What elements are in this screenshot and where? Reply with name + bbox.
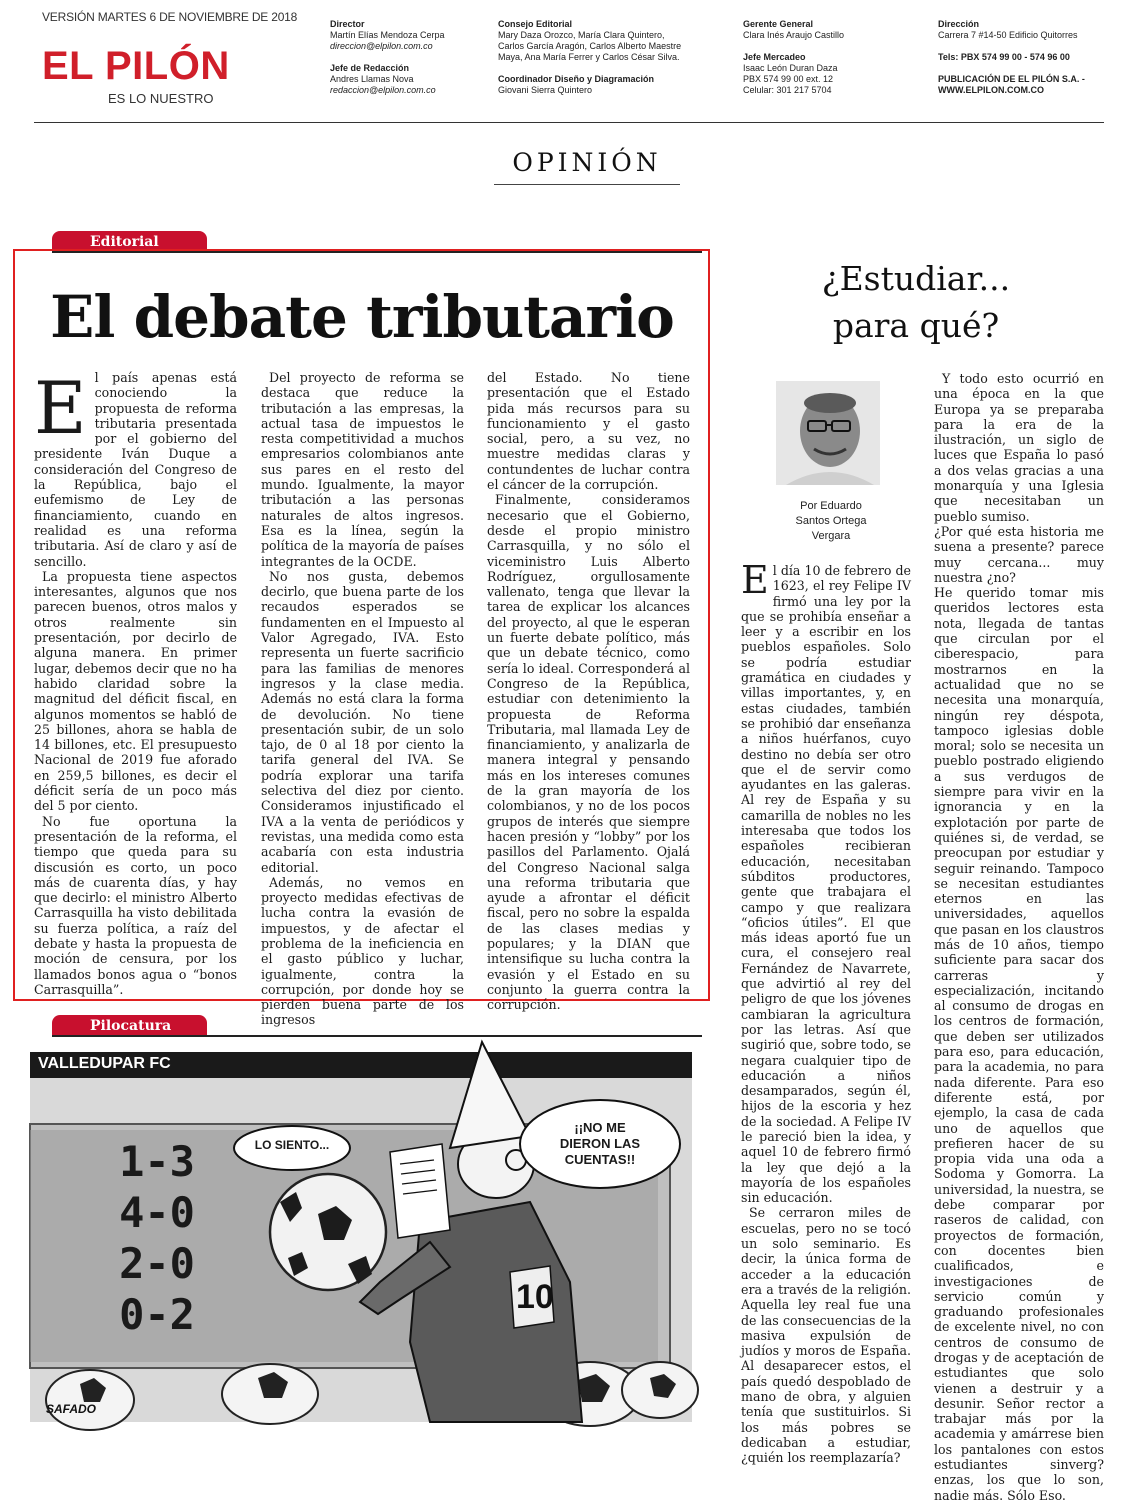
cartoon-illustration[interactable] <box>30 1052 692 1422</box>
staff-email[interactable]: redaccion@elpilon.com.co <box>330 85 436 95</box>
paragraph: No fue oportuna la presentación de la reforma, el tiempo que queda para su discusión es corto, un poco más de cuarenta días, y hay que decirlo: el ministro Alberto Carrasquilla ha visto debilitada su fuerza política, a raíz del debate y hasta la propuesta de moción de censura, por los llamados bonos agua o “bonos Carrasquilla”. <box>34 813 237 997</box>
score: 1-3 <box>119 1137 195 1186</box>
website-link[interactable]: WWW.ELPILON.COM.CO <box>938 85 1044 95</box>
editorial-column-2 <box>261 370 464 1028</box>
masthead-divider <box>34 122 1104 123</box>
column-title-line: para qué? <box>832 306 1000 345</box>
opinion-column-b <box>934 371 1104 1503</box>
staff-label: Director <box>330 19 365 29</box>
scoreboard <box>82 1136 232 1340</box>
staff-name: Carlos García Aragón, Carlos Alberto Maestre <box>498 41 682 51</box>
staff-email[interactable]: direccion@elpilon.com.co <box>330 41 433 51</box>
paragraph: Se cerraron miles de escuelas, pero no se tocó un solo seminario. Es decir, la única forma de acceder a la educación era a través de la religión. Aquella ley real fue una de las consecuencias de la masiva expulsión de judíos y moros de España. Al desaparecer estos, el país quedó despoblado de mano de obra, y alguien tenía que sustituirlos. Si los más pobres se dedicaban a estudiar, ¿quién los reemplazaría? <box>741 1205 911 1466</box>
cartoon-banner: VALLEDUPAR FC <box>38 1055 171 1072</box>
score: 2-0 <box>119 1239 195 1288</box>
staff-name: Clara Inés Araujo Castillo <box>743 30 845 40</box>
speech-bubble-right: ¡¡NO ME DIERON LAS CUENTAS!! <box>559 1120 641 1167</box>
paragraph: El país apenas está conociendo la propuesta de reforma tributaria presentada por el gobierno del presidente Iván Duque a consideración del Congreso de la República, bajo el eufemismo de Ley de financiamiento, cuando en realidad es una reforma tributaria. Así de claro y así de sencillo. <box>34 366 237 569</box>
drop-cap: E <box>741 558 769 602</box>
editorial-tab[interactable]: Editorial <box>52 231 207 251</box>
section-title: OPINIÓN <box>512 148 662 177</box>
paragraph: del Estado. No tiene presentación que el Estado pida más recursos para su funcionamiento y el gasto social, pero, a su vez, no muestre medidas claras y contundentes de luchar contra el cáncer de la corrupción. <box>487 370 690 493</box>
staff-label: Jefe Mercadeo <box>743 52 806 62</box>
drop-cap: E <box>34 366 87 450</box>
edition-date: VERSIÓN MARTES 6 DE NOVIEMBRE DE 2018 <box>42 10 298 24</box>
paragraph: Y todo esto ocurrió en una época en la que Europa ya se preparaba para la era de la ilustración, un siglo de luces que España lo pasó a dos velas gracias a una monarquía y una Iglesia que necesitaban un pueblo sumiso. <box>934 371 1104 524</box>
publisher: PUBLICACIÓN DE EL PILÓN S.A. - <box>938 74 1085 84</box>
section-underline <box>494 184 680 185</box>
pilocatura-tab[interactable]: Pilocatura <box>52 1015 207 1035</box>
paragraph: Finalmente, consideramos necesario que el Gobierno, desde el propio ministro Carrasquilla, y no sólo el viceministro Luis Alberto Rodríguez, orgullosamente vallenato, tenga que llevar la tarea de explicar los alcances del proyecto, al que le esperan un fuerte debate político, más que un debate técnico, como sería lo ideal. Corresponderá al Congreso de la República, estudiar con detenimiento la propuesta de Reforma Tributaria, mal llamada Ley de financiamiento, y analizarla de manera integral y pensando más en los intereses comunes de la gran mayoría de los colombianos, y no de los pocos grupos de interés que siempre hacen presión y “lobby” por los pasillos del Parlamento. Ojalá del Congreso Nacional salga una reforma tributaria que ayude a afrontar el déficit fiscal, pero no sobre la espalda de las clases medias y populares; y la DIAN que intensifique su lucha contra la evasión y el Estado en su conjunto la guerra contra la corrupción. <box>487 492 690 1013</box>
staff-phone: Celular: 301 217 5704 <box>743 85 832 95</box>
author-byline: Por Eduardo Santos Ortega Vergara <box>795 500 867 542</box>
paragraph: He querido tomar mis queridos lectores esta nota, llegada de tantas que circulan por el ciberespacio, para mostrarnos en la actualidad que no se necesita una monarquía, ningún rey déspota, tampoco iglesias doble moral; solo se necesita un pueblo postrado eligiendo a sus verdugos de siempre para vivir en la ignorancia y en la explotación por parte de quiénes si, de verdad, se preocupan por estudiar y seguir reinando. Tampoco se necesitan estudiantes eternos en las universidades, aquellos que pasan en los claustros más de 10 años, tiempo suficiente para sacar dos carreras y especialización, incitando al consumo de drogas en los centros de formación, que deben ser utilizados para eso, para educación, para la academia, no para nada diferente. Para eso diferente está, por ejemplo, la casa de cada uno de aquellos que prefieren hacer de su propia vida una oda a Sodoma y Gomorra. La universidad, la nuestra, se debe comparar por raseros de calidad, con proyectos de formación, con docentes bien cualificados, e investigaciones de servicio común y graduando profesionales de excelente nivel, no con centros de consumo de drogas y de aceptación de estudiantes que solo vienen a destruir y a desunir. Señor rector a trabajar más por la academia y amárrese bien los pantalones con estos estudiantes sinverg?enzas, los que lo son, nadie más. Sólo Eso. <box>934 585 1104 1503</box>
staff-director-block <box>330 19 490 96</box>
staff-label: Consejo Editorial <box>498 19 573 29</box>
paragraph: Además, no vemos en proyecto medidas efectivas de lucha contra la evasión de impuestos, y de afectar el problema de la ineficiencia en el gasto público y luchar, igualmente, contra la corrupción, por donde hoy se pierden buena parte de los ingresos <box>261 874 464 1028</box>
speech-bubble-left: LO SIENTO... <box>254 1138 330 1152</box>
address: Carrera 7 #14-50 Edificio Quitorres <box>938 30 1078 40</box>
staff-label: Dirección <box>938 19 980 29</box>
opinion-column-a <box>741 558 911 1466</box>
pilocatura-tab-rule <box>52 1035 702 1037</box>
staff-name: Andres Llamas Nova <box>330 74 414 84</box>
staff-label: Gerente General <box>743 19 814 29</box>
logo-tagline: ES LO NUESTRO <box>108 91 214 106</box>
staff-name: Maya, Ana María Ferrer y Carlos César Silva. <box>498 52 680 62</box>
staff-consejo-block <box>498 19 718 96</box>
editorial-column-1 <box>34 366 237 997</box>
paragraph: No nos gusta, debemos decirlo, que buena parte de los recaudos esperados se fundamenten en el Impuesto al Valor Agregado, IVA. Esto representa un fuerte sacrificio para las familias de menores ingresos y la clase media. Además no está clara la forma de devolución. No tiene presentación subir, de un solo tajo, de 0 al 18 por ciento la tarifa general del IVA. Se podría explorar una tarifa selectiva del diez por ciento. Consideramos injustificado el IVA a la venta de periódicos y revistas, una medida como esta acabaría con esta industria editorial. <box>261 568 464 875</box>
score: 0-2 <box>119 1290 195 1339</box>
column-title[interactable] <box>776 255 1056 349</box>
staff-name: Mary Daza Orozco, María Clara Quintero, <box>498 30 665 40</box>
editorial-column-3 <box>487 370 690 1012</box>
staff-direccion-block <box>938 19 1118 96</box>
author-portrait-svg <box>776 381 880 485</box>
staff-name: Giovani Sierra Quintero <box>498 85 593 95</box>
staff-name: Isaac León Duran Daza <box>743 63 838 73</box>
staff-label: Jefe de Redacción <box>330 63 410 73</box>
paragraph: La propuesta tiene aspectos interesantes, algunos que nos parecen buenos, otros malos y otros realmente sin presentación, por decirlo de alguna manera. En primer lugar, debemos decir que no ha habido claridad sobre la magnitud del déficit fiscal, en algunos momentos se habló de 25 billones, ahora se habla de 14 billones, etc. El presupuesto Nacional de 2019 fue aforado en 259,5 billones, es decir el déficit sería de un poco más del 5 por ciento. <box>34 568 237 814</box>
author-photo <box>776 381 880 485</box>
editorial-headline[interactable]: El debate tributario <box>50 283 674 351</box>
score: 4-0 <box>119 1188 195 1237</box>
paragraph: El día 10 de febrero de 1623, el rey Felipe IV firmó una ley por la que se prohibía enseñar a leer y a escribir en los pueblos españoles. Solo se podría estudiar gramática en ciudades y villas importantes, y, en estas ciudades, también se prohibió dar enseñanza a niños huérfanos, cuyo destino no debía ser otro que el de servir como ayudantes en las galeras. Al rey de España y su camarilla de nobles no les interesaba que todos los españoles recibieran educación, necesitaban súbditos productores, gente que trabajara el campo y que realizara “oficios útiles”. El que más ideas aportó fue un cura, el consejero real Fernández de Navarrete, que advirtió al rey del peligro de que los jóvenes cambiaran la agricultura por las letras. Así que sugirió que, sobre todo, se negara cualquier tipo de educación a niños desamparados, según él, hijos de la escoria y hez de la sociedad. A Felipe IV le pareció bien la idea, y aquel 10 de febrero firmó la ley que dejó a la mayoría de los españoles sin educación. <box>741 558 911 1206</box>
paragraph: ¿Por qué esta historia me suena a presente? parece muy cercana... muy nuestra ¿no? <box>934 523 1104 585</box>
staff-name: Martín Elías Mendoza Cerpa <box>330 30 445 40</box>
staff-gerencia-block <box>743 19 913 96</box>
phones: Tels: PBX 574 99 00 - 574 96 00 <box>938 52 1070 62</box>
staff-phone: PBX 574 99 00 ext. 12 <box>743 74 834 84</box>
artist-signature: SAFADO <box>46 1402 97 1416</box>
paragraph: Del proyecto de reforma se destaca que reduce la tributación a las empresas, la actual tasa de impuestos le resta competitividad a muchos empresarios colombianos ante sus pares en el resto del mundo. Igualmente, la mayor tributación a las personas naturales de altos ingresos. Esa es la línea, según la política de la mayoría de países integrantes de la OCDE. <box>261 370 464 569</box>
newspaper-logo[interactable]: EL PILÓN <box>42 44 230 88</box>
column-title-line: ¿Estudiar... <box>821 259 1011 298</box>
jersey-number: 10 <box>516 1278 554 1316</box>
staff-label: Coordinador Diseño y Diagramación <box>498 74 655 84</box>
